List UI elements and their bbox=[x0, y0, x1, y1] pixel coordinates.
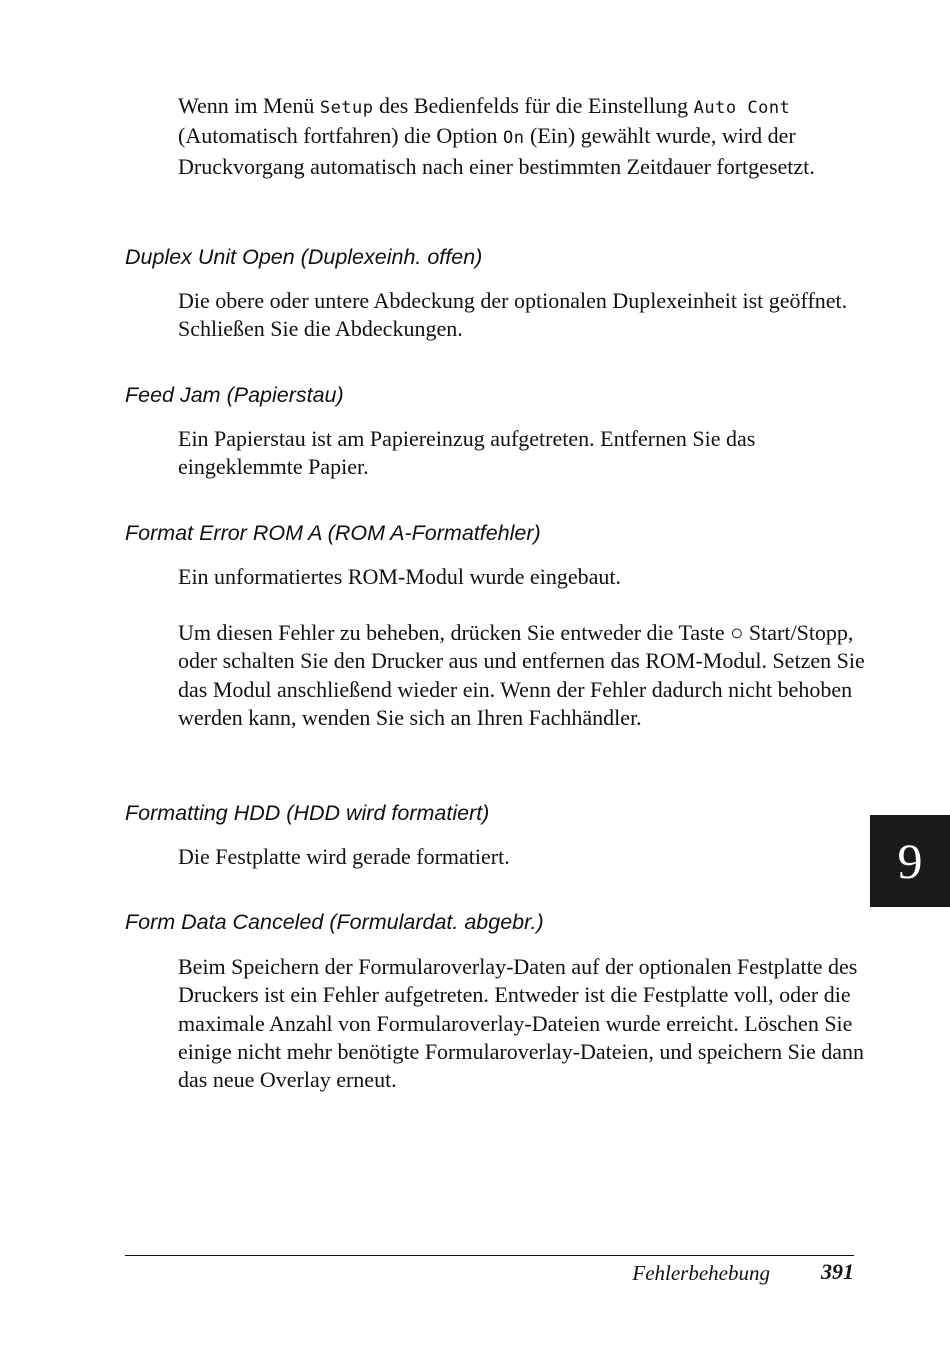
heading-duplex-unit-open: Duplex Unit Open (Duplexeinh. offen) bbox=[125, 245, 483, 269]
intro-text-3: (Automatisch fortfahren) die Option bbox=[178, 123, 504, 149]
paragraph-formatting-hdd: Die Festplatte wird gerade formatiert. bbox=[178, 844, 510, 869]
intro-text-4: (Ein) gewählt wurde, wird der Druckvorgang automatisch nach einer bestimmten Zeitdauer fortgesetzt. bbox=[178, 123, 815, 179]
on-option-code: On bbox=[503, 128, 525, 149]
footer-section-title: Fehlerbehebung bbox=[632, 1261, 770, 1285]
intro-paragraph bbox=[178, 92, 868, 181]
footer-rule bbox=[125, 1255, 854, 1256]
heading-format-error-rom-a: Format Error ROM A (ROM A-Formatfehler) bbox=[125, 521, 541, 545]
paragraph-feed-jam: Ein Papierstau ist am Papiereinzug aufgetreten. Entfernen Sie das eingeklemmte Papier. bbox=[178, 426, 756, 480]
paragraph-format-error-rom-a-1: Ein unformatiertes ROM-Modul wurde eingebaut. bbox=[178, 564, 621, 589]
paragraph-format-error-rom-a-2: Um diesen Fehler zu beheben, drücken Sie entweder die Taste ○ Start/Stopp, oder schalten Sie den Drucker aus und entfernen das ROM-Modul. Setzen Sie das Modul anschließend wieder ein. Wenn der Fehler dadurch nicht behoben werden kann, wenden Sie sich an Ihren Fachhändler. bbox=[178, 620, 865, 730]
page-number: 391 bbox=[821, 1259, 854, 1284]
heading-feed-jam: Feed Jam (Papierstau) bbox=[125, 383, 344, 407]
heading-form-data-canceled: Form Data Canceled (Formulardat. abgebr.) bbox=[125, 910, 544, 934]
chapter-tab: 9 bbox=[870, 815, 950, 907]
paragraph-duplex-unit-open: Die obere oder untere Abdeckung der optionalen Duplexeinheit ist geöffnet. Schließen Sie die Abdeckungen. bbox=[178, 288, 848, 342]
paragraph-form-data-canceled: Beim Speichern der Formularoverlay-Daten auf der optionalen Festplatte des Druckers ist ein Fehler aufgetreten. Entweder ist die Festplatte voll, oder die maximale Anzahl von Formularoverlay-Dateien wurde erreicht. Löschen Sie einige nicht mehr benötigte Formularoverlay-Dateien, und speichern Sie dann das neue Overlay erneut. bbox=[178, 954, 865, 1093]
auto-cont-code: Auto Cont bbox=[693, 98, 791, 118]
setup-menu-code: Setup bbox=[319, 98, 374, 118]
heading-formatting-hdd: Formatting HDD (HDD wird formatiert) bbox=[125, 801, 490, 825]
intro-text-2: des Bedienfelds für die Einstellung bbox=[373, 93, 694, 118]
intro-text-1: Wenn im Menü bbox=[178, 93, 320, 118]
